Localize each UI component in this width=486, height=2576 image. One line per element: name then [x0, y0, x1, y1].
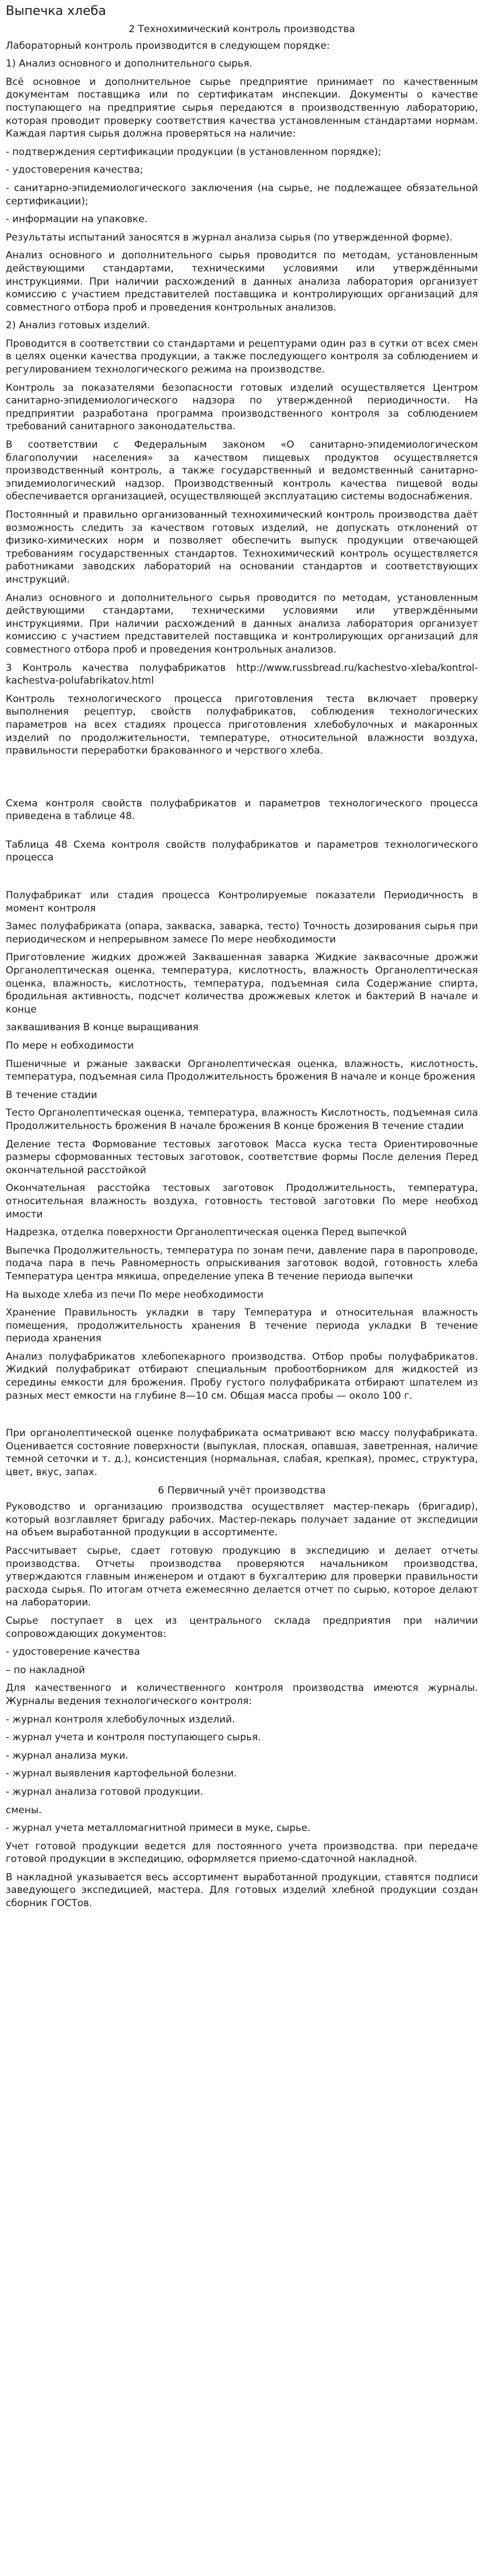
- paragraph: Для качественного и количественного контроля производства имеются журналы. Журналы ведения технологического контроля:: [6, 1682, 478, 1707]
- paragraph: Контроль технологического процесса приготовления теста включает проверку выполнения рецептур, свойств полуфабрикатов, соблюдения технологических параметров на всех стадиях процесса приготовления хлебобулочных и макаронных изделий по продолжительности, температуре, относительной влажности воздуха, правильности переработки бракованного и черствого хлеба.: [6, 693, 478, 757]
- table-row: В течение стадии: [6, 1089, 98, 1101]
- list-item: - журнал анализа готовой продукции.: [6, 1786, 204, 1798]
- section-2: [6, 23, 478, 758]
- table-48-block: [6, 797, 478, 1403]
- table-row: Пшеничные и ржаные закваски Органолептическая оценка, влажность, кислотность, температура, подъемная сила Продолжительность брожения В начале и конце брожения: [6, 1058, 478, 1083]
- table-row: заквашивания В конце выращивания: [6, 1022, 199, 1034]
- paragraph: Лабораторный контроль производится в следующем порядке:: [6, 40, 330, 52]
- list-item: смены.: [6, 1804, 42, 1816]
- paragraph: Контроль за показателями безопасности готовых изделий осуществляется Центром санитарно-эпидемиологического надзора по утвержденной периодичности. На предприятии разработана программа производственного контроля за соблюдением требований санитарного законодательства.: [6, 382, 478, 433]
- table-row: По мере н еобходимости: [6, 1040, 134, 1052]
- list-item: - подтверждения сертификации продукции (в установленном порядке);: [6, 146, 382, 158]
- table-row: Надрезка, отделка поверхности Органолептическая оценка Перед выпечкой: [6, 1227, 407, 1239]
- paragraph: 2) Анализ готовых изделий.: [6, 320, 150, 332]
- paragraph: Постоянный и правильно организованный технохимический контроль производства даёт возможность следить за качеством готовых изделий, не допускать отклонений от физико-химических норм и позволяет обеспечить выпуск продукции отвечающей требованиям государственных стандартов. Технохимический контроль осуществляется работниками заводских лабораторий на основании стандартов и соответствующих инструкций.: [6, 509, 478, 585]
- section-6: [6, 1484, 478, 1910]
- spacer: [6, 828, 478, 839]
- table-row: Деление теста Формование тестовых заготовок Масса куска теста Ориентировочные размеры сформованных тестовых заготовок, соответствие формы После деления Перед окончательной расстойкой: [6, 1138, 478, 1176]
- spacer: [6, 870, 478, 889]
- table-row: Тесто Органолептическая оценка, температура, влажность Кислотность, подъемная сила Продолжительность брожения В начале брожения В конце брожения В течение стадии: [6, 1107, 478, 1132]
- section-2-heading: 2 Технохимический контроль производства: [129, 24, 355, 35]
- list-item: - журнал контроля хлебобулочных изделий.: [6, 1713, 235, 1725]
- list-item: - удостоверение качества: [6, 1646, 141, 1658]
- paragraph: Рассчитывает сырье, сдает готовую продукцию в экспедицию и делает отчеты производства. Отчеты производства проверяются начальником производства, утверждаются главным инженером и отдают в бухгалтерию для проверки правильности расхода сырья. По итогам отчета ежемесячно делается отчет по сырью, которое делают на лаборатории.: [6, 1545, 478, 1609]
- list-item: - журнал учета металломагнитной примеси в муке, сырье.: [6, 1822, 311, 1834]
- table-row: Полуфабрикат или стадия процесса Контролируемые показатели Периодичность в момент контроля: [6, 890, 478, 914]
- source-link-paragraph: 3 Контроль качества полуфабрикатов http://www.russbread.ru/kachestvo-xleba/kontrol-kachestva-polufabrikatov.html: [6, 662, 478, 687]
- table-row: Приготовление жидких дрожжей Заквашенная заварка Жидкие заквасочные дрожжи Органолептическая оценка, температура, кислотность, влажность Органолептическая оценка, влажность, кислотность, температура, подъемная сила Содержание спирта, бродильная активность, подсчет количества дрожжевых клеток и бактерий В начале и конце: [6, 952, 478, 1015]
- table-row: Выпечка Продолжительность, температура по зонам печи, давление пара в паропроводе, подача пара в печь Равномерность опрыскивания заготовок водой, готовность хлеба Температура центра мякиша, определение упека В течение периода выпечки: [6, 1244, 478, 1282]
- table-row: Окончательная расстойка тестовых заготовок Продолжительность, температура, относительная влажность воздуха, готовность тестовой заготовки По мере необход имости: [6, 1182, 478, 1220]
- list-item: - санитарно-эпидемиологического заключения (на сырье, не подлежащее обязательной сертификации);: [6, 182, 478, 207]
- paragraph: Учет готовой продукции ведется для постоянного учета производства. при передаче готовой продукции в экспедицию, оформляется приемо-сдаточной накладной.: [6, 1840, 478, 1865]
- list-item: – по накладной: [6, 1664, 85, 1676]
- table-intro: Схема контроля свойств полуфабрикатов и параметров технологического процесса приведена в таблице 48.: [6, 797, 478, 823]
- list-item: - удостоверения качества;: [6, 164, 143, 176]
- table-row: Замес полуфабриката (опара, закваска, заварка, тесто) Точность дозирования сырья при периодическом и непрерывном замесе По мере необходимости: [6, 921, 478, 945]
- list-item: - журнал учета и контроля поступающего сырья.: [6, 1732, 261, 1744]
- paragraph: В накладной указывается весь ассортимент выработанной продукции, ставятся подписи заведующего экспедицией, мастера. Для готовых изделий хлебной продукции создан сборник ГОСТов.: [6, 1871, 478, 1910]
- paragraph: Анализ основного и дополнительного сырья проводится по методам, установленным действующими стандартами, техническими условиями или утверждёнными инструкциями. При наличии расхождений в данных анализа лаборатория организует комиссию с участием представителей поставщика и контролирующих организаций для совместного отбора проб и проведения контрольных анализов.: [6, 250, 478, 313]
- paragraph: В соответствии с Федеральным законом «О санитарно-эпидемиологическом благополучии населения» за качеством пищевых продуктов осуществляется производственный контроль, а также государственный и ведомственный санитарно-эпидемиологический надзор. Производственный контроль качества пищевой воды обеспечивается организацией, осуществляющей эксплуатацию системы водоснабжения.: [6, 439, 478, 503]
- list-item: - журнал анализа муки.: [6, 1749, 129, 1762]
- list-item: - информации на упаковке.: [6, 214, 148, 226]
- table-caption: Таблица 48 Схема контроля свойств полуфабрикатов и параметров технологического процесса: [6, 839, 478, 864]
- spacer: [6, 1407, 478, 1427]
- table-row: Хранение Правильность укладки в тару Температура и относительная влажность помещения, продолжительность хранения В течение периода укладки В течение периода хранения: [6, 1307, 478, 1345]
- table-row: На выходе хлеба из печи По мере необходимости: [6, 1289, 264, 1301]
- paragraph: При органолептической оценке полуфабриката осматривают всю массу полуфабриката. Оценивается состояние поверхности (выпуклая, плоская, опавшая, заветренная, наличие темной сеточки и т. д.), консистенция (нормальная, слабая, крепкая), промес, структура, цвет, вкус, запах.: [6, 1427, 478, 1479]
- paragraph: Проводится в соответствии со стандартами и рецептурами один раз в сутки от всех смен в целях оценки качества продукции, а также последующего контроля за соблюдением и регулированием технологического режима на производстве.: [6, 337, 478, 376]
- spacer: [6, 763, 478, 797]
- section-6-heading: 6 Первичный учёт производства: [158, 1484, 326, 1496]
- paragraph: Всё основное и дополнительное сырье предприятие принимает по качественным документам поставщика или по сертификатам инспекции. Документы о качестве поступающего на предприятие сырья передаются в производственную лабораторию, которая проводит проверку соответствия качества установленным стандартами нормам. Каждая партия сырья должна проверяться на наличие:: [6, 76, 478, 140]
- paragraph: Результаты испытаний заносятся в журнал анализа сырья (по утвержденной форме).: [6, 231, 453, 243]
- paragraph: Руководство и организацию производства осуществляет мастер-пекарь (бригадир), который возглавляет бригаду рабочих. Мастер-пекарь получает задание от экспедиции на объем выработанной продукции в ассортименте.: [6, 1501, 478, 1539]
- paragraph: Анализ основного и дополнительного сырья проводится по методам, установленным действующими стандартами, техническими условиями или утверждёнными инструкциями. При наличии расхождений в данных анализа лаборатория организует комиссию с участием представителей поставщика и контролирующих организаций для совместного отбора проб и проведения контрольных анализов.: [6, 592, 478, 655]
- paragraph: 1) Анализ основного и дополнительного сырья.: [6, 58, 252, 70]
- list-item: - журнал выявления картофельной болезни.: [6, 1768, 237, 1780]
- table-row: Анализ полуфабрикатов хлебопекарного производства. Отбор пробы полуфабрикатов. Жидкий полуфабрикат отбирают специальным пробоотборником для жидкостей из середины емкости для брожения. Пробу густого полуфабриката отбирают шпателем из разных мест емкости на глубине 8—10 см. Общая масса пробы — около 100 г.: [6, 1351, 478, 1402]
- page-title: Выпечка хлеба: [6, 4, 106, 18]
- paragraph: Сырье поступает в цех из центрального склада предприятия при наличии сопровождающих документов:: [6, 1615, 478, 1640]
